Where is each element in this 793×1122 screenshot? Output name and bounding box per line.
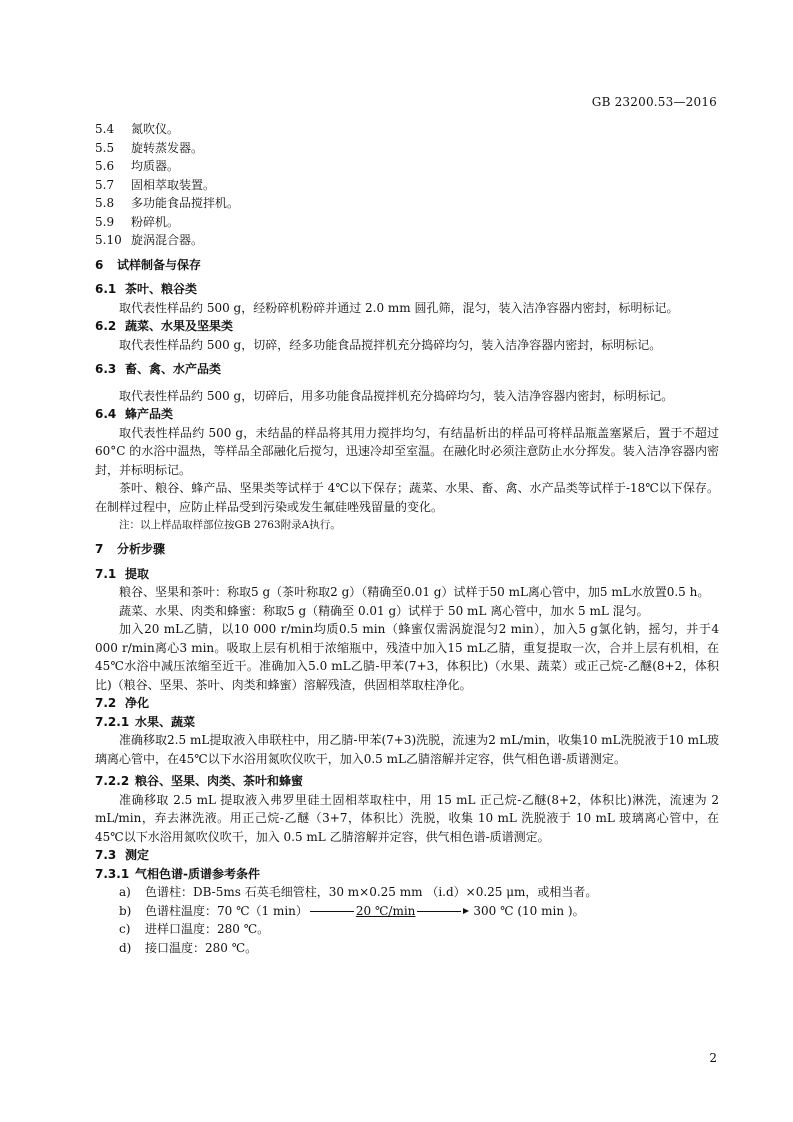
subsection-number: 7.1 — [95, 566, 117, 581]
subsection-title: 净化 — [125, 696, 150, 710]
subsection-number: 7.3.1 — [95, 866, 130, 881]
section-title: 试样制备与保存 — [117, 257, 202, 272]
item-text: 旋涡混合器。 — [131, 233, 204, 247]
standard-code: GB 23200.53—2016 — [591, 95, 717, 109]
apparatus-item — [95, 213, 719, 232]
arrow-right-icon — [463, 908, 469, 914]
subsection-heading — [95, 772, 719, 791]
item-text: 多功能食品搅拌机。 — [131, 196, 240, 210]
section-title: 分析步骤 — [117, 542, 166, 556]
subsection-title: 粮谷、坚果、肉类、茶叶和蜂蜜 — [135, 774, 304, 788]
item-text: 均质器。 — [131, 159, 180, 173]
paragraph: 准确移取 2.5 mL 提取液入弗罗里硅土固相萃取柱中，用 15 mL 正己烷-乙醚(8+2，体积比)淋洗，流速为 2 mL/min，弃去淋洗液。用正己烷-乙醚（3+7，体积比）洗脱，收集 10 mL 洗脱液于 10 mL 玻璃离心管中，在 45℃以下水浴用氮吹仪吹干，加入 0.5 mL 乙腈溶解并定容，供气相色谱-质谱测定。 — [95, 792, 719, 844]
section-number: 6 — [95, 257, 104, 272]
subsection-heading — [95, 846, 719, 865]
subsection-number: 7.2.2 — [95, 774, 130, 788]
subsection-title: 测定 — [125, 848, 150, 862]
item-number: 5.8 — [95, 196, 115, 210]
subsection-number: 6.3 — [95, 362, 117, 376]
apparatus-item — [95, 176, 719, 195]
list-text: 色谱柱温度：70 ℃（1 min） — [145, 903, 308, 918]
paragraph: 取代表性样品约 500 g，未结晶的样品将其用力搅拌均匀，有结晶析出的样品可将样品瓶盖塞紧后，置于不超过 60°C 的水浴中温热，等样品全部融化后搅匀，迅速冷却至室温。在融化时必须注意防止水分挥发。装入洁净容器内密封，并标明标记。 — [95, 425, 719, 477]
subsection-heading — [95, 713, 719, 732]
paragraph: 准确移取2.5 mL提取液入串联柱中，用乙腈-甲苯(7+3)洗脱，流速为2 mL/min，收集10 mL洗脱液于10 mL玻璃离心管中，在45℃以下水浴用氮吹仪吹干，加入0.5 mL乙腈溶解并定容，供气相色谱-质谱测定。 — [95, 733, 719, 766]
subsection-heading — [95, 317, 719, 336]
list-text: 进样口温度：280 ℃。 — [145, 922, 270, 936]
list-item — [95, 939, 719, 958]
paragraph: 粮谷、坚果和茶叶：称取5 g（茶叶称取2 g）（精确至0.01 g）试样于50 mL离心管中，加5 mL水放置0.5 h。 — [119, 585, 710, 599]
subsection-heading — [95, 865, 719, 884]
apparatus-item — [95, 139, 719, 158]
subsection-heading — [95, 360, 719, 379]
item-number: 5.9 — [95, 214, 115, 229]
list-text: 色谱柱：DB-5ms 石英毛细管柱，30 m×0.25 mm （i.d）×0.25 μm，或相当者。 — [145, 885, 598, 899]
list-letter: d) — [119, 940, 132, 955]
item-number: 5.10 — [95, 233, 122, 247]
paragraph: 取代表性样品约 500 g，切碎后，用多功能食品搅拌机充分捣碎均匀，装入洁净容器内密封，标明标记。 — [119, 388, 674, 403]
section-heading — [95, 256, 719, 275]
paragraph: 加入20 mL乙腈，以10 000 r/min均质0.5 min（蜂蜜仅需涡旋混匀2 min），加入5 g氯化钠，摇匀，并于4 000 r/min离心3 min。吸取上层有机相于浓缩瓶中，残渣中加入15 mL乙腈，重复提取一次，合并上层有机相，在45℃水浴中减压浓缩至近干。准确加入5.0 mL乙腈-甲苯(7+3，体积比)（水果、蔬菜）或正己烷-乙醚(8+2，体积比)（粮谷、坚果、茶叶、肉类和蜂蜜）溶解残渣，供固相萃取柱净化。 — [95, 622, 719, 692]
ramp-rate: 20 ℃/min — [355, 903, 416, 918]
subsection-number: 7.2.1 — [95, 714, 130, 729]
subsection-title: 茶叶、粮谷类 — [125, 282, 198, 296]
subsection-number: 6.1 — [95, 282, 117, 296]
item-text: 粉碎机。 — [131, 214, 180, 229]
paragraph: 蔬菜、水果、肉类和蜂蜜：称取5 g（精确至 0.01 g）试样于 50 mL 离心管中，加水 5 mL 混匀。 — [119, 603, 649, 618]
apparatus-item — [95, 157, 719, 176]
subsection-title: 水果、蔬菜 — [135, 714, 196, 729]
subsection-title: 畜、禽、水产品类 — [125, 362, 222, 376]
apparatus-item — [95, 194, 719, 213]
list-item — [95, 902, 719, 921]
subsection-number: 7.2 — [95, 696, 117, 710]
subsection-heading — [95, 694, 719, 713]
list-letter: a) — [119, 885, 131, 899]
subsection-title: 提取 — [125, 566, 150, 581]
list-text: 接口温度：280 ℃。 — [145, 940, 258, 955]
item-text: 旋转蒸发器。 — [131, 140, 204, 155]
subsection-heading — [95, 565, 719, 584]
item-number: 5.5 — [95, 140, 115, 155]
apparatus-item — [95, 120, 719, 139]
item-text: 固相萃取装置。 — [131, 177, 216, 192]
subsection-number: 7.3 — [95, 848, 117, 862]
paragraph: 取代表性样品约 500 g，经粉碎机粉碎并通过 2.0 mm 圆孔筛，混匀，装入洁净容器内密封，标明标记。 — [119, 300, 679, 315]
page-number: 2 — [709, 1051, 717, 1065]
section-heading — [95, 540, 719, 559]
paragraph: 取代表性样品约 500 g，切碎，经多功能食品搅拌机充分捣碎均匀，装入洁净容器内密封，标明标记。 — [119, 337, 662, 352]
subsection-title: 气相色谱-质谱参考条件 — [135, 866, 260, 881]
ramp-line — [310, 911, 354, 912]
item-number: 5.7 — [95, 177, 115, 192]
note: 注：以上样品取样部位按GB 2763附录A执行。 — [119, 519, 341, 531]
subsection-number: 6.4 — [95, 407, 117, 421]
subsection-heading — [95, 280, 719, 299]
list-item — [95, 920, 719, 939]
list-text: 300 ℃ (10 min )。 — [473, 903, 585, 918]
paragraph: 茶叶、粮谷、蜂产品、坚果类等试样于 4℃以下保存；蔬菜、水果、畜、禽、水产品类等试样于-18℃以下保存。在制样过程中，应防止样品受到污染或发生氟硅唑残留量的变化。 — [95, 481, 719, 514]
list-letter: b) — [119, 903, 132, 918]
list-item — [95, 883, 719, 902]
subsection-title: 蔬菜、水果及坚果类 — [125, 319, 234, 333]
subsection-number: 6.2 — [95, 319, 117, 333]
ramp-line — [417, 911, 461, 912]
temperature-ramp — [308, 902, 474, 921]
document-body — [95, 120, 719, 957]
section-number: 7 — [95, 542, 104, 556]
item-number: 5.4 — [95, 122, 115, 136]
list-letter: c) — [119, 922, 131, 936]
item-number: 5.6 — [95, 159, 115, 173]
item-text: 氮吹仪。 — [131, 122, 180, 136]
subsection-heading — [95, 405, 719, 424]
apparatus-item — [95, 231, 719, 250]
subsection-title: 蜂产品类 — [125, 407, 174, 421]
